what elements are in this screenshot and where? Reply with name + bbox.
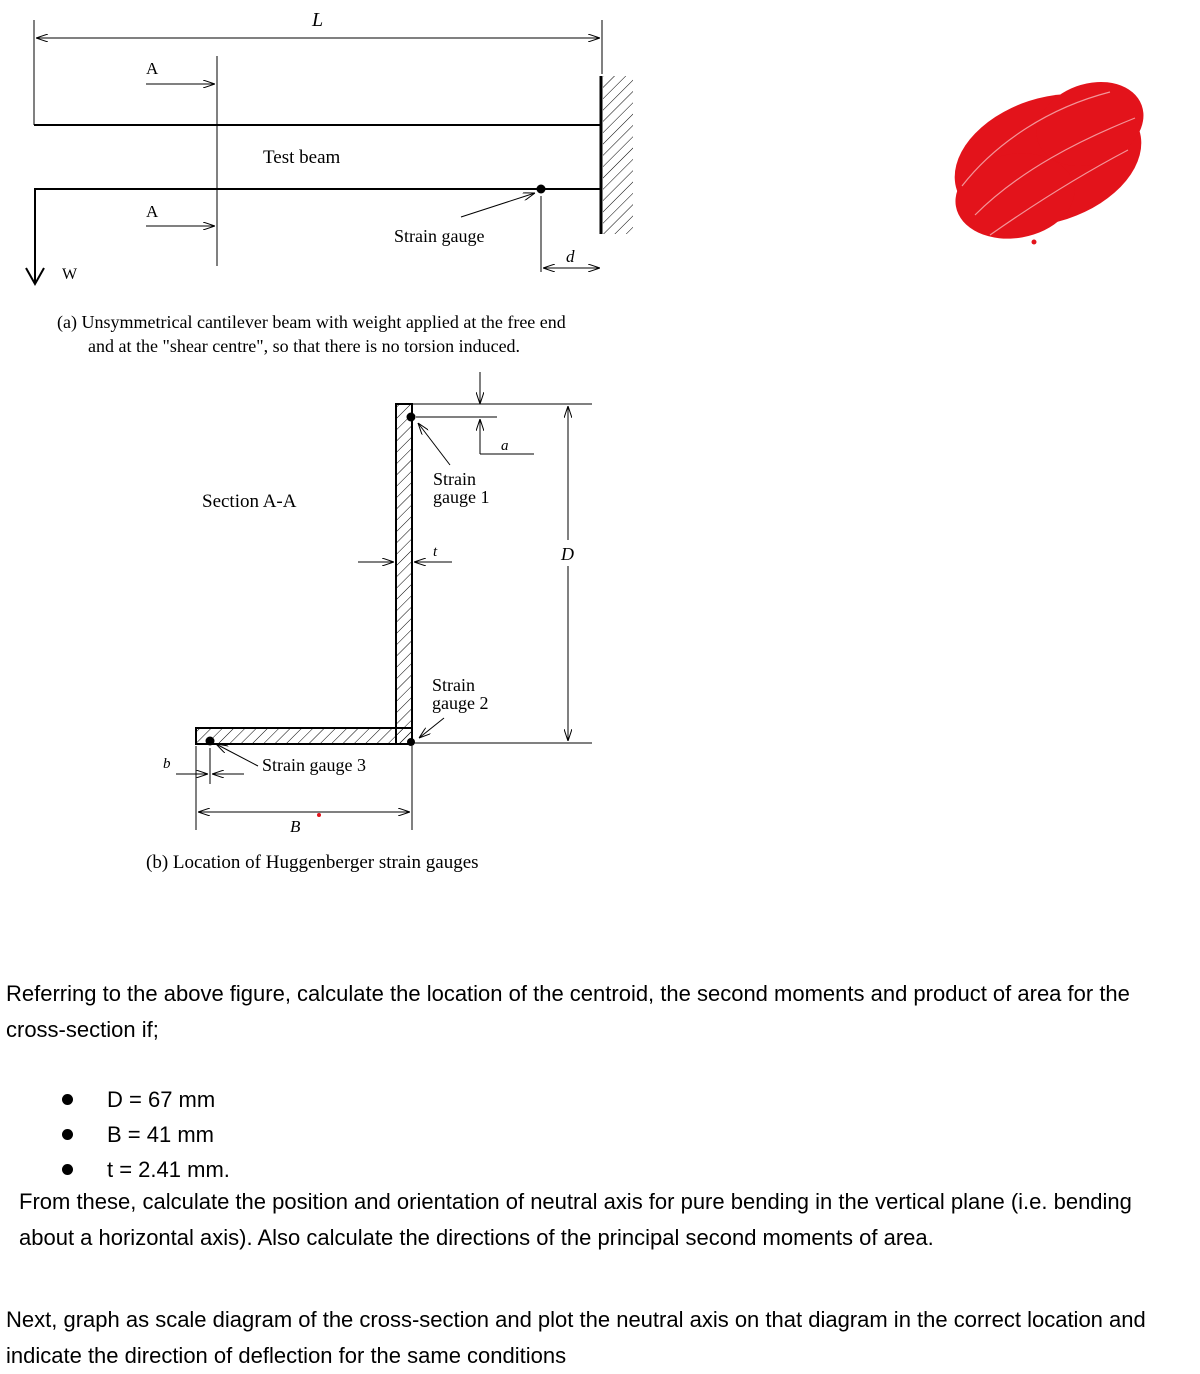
test-beam-label: Test beam: [263, 147, 341, 168]
section-label-bottom: A: [146, 202, 159, 221]
parameter-B: B = 41 mm: [107, 1122, 214, 1147]
red-scribble-mark: [938, 68, 1159, 249]
strain-gauge-3-dot: [206, 737, 215, 746]
question-paragraph-3: Next, graph as scale diagram of the cross-section and plot the neutral axis on that diagram in the correct location and indicate the direction of deflection for the same conditions: [6, 1307, 1146, 1368]
question-paragraph-1: Referring to the above figure, calculate the location of the centroid, the second moments and product of area for the cross-section if;: [6, 981, 1130, 1042]
D-label: D: [561, 544, 574, 564]
length-label: L: [312, 9, 324, 31]
section-label-top: A: [146, 59, 159, 78]
section-aa-label: Section A-A: [202, 491, 297, 512]
bullet-icon: [62, 1129, 73, 1140]
strain-gauge-1-line2: gauge 1: [433, 487, 490, 507]
caption-a-line2: and at the "shear centre", so that there is no torsion induced.: [88, 336, 521, 356]
parameter-D: D = 67 mm: [107, 1087, 216, 1112]
B-label: B: [290, 817, 301, 836]
strain-gauge-2-line2: gauge 2: [432, 693, 489, 713]
strain-gauge-dot: [537, 185, 546, 194]
section-view: [146, 372, 592, 873]
strain-gauge-2-dot: [407, 738, 415, 746]
t-label: t: [433, 544, 438, 560]
question-paragraph-2: From these, calculate the position and orientation of neutral axis for pure bending in the vertical plane (i.e. bending about a horizontal axis). Also calculate the directions of the principal second moments of area.: [19, 1189, 1132, 1250]
d-label: d: [566, 247, 575, 266]
beam-elevation: [26, 9, 633, 356]
list-item: [60, 1117, 230, 1152]
list-item: [60, 1152, 230, 1187]
bullet-icon: [62, 1094, 73, 1105]
caption-a-line1: (a) Unsymmetrical cantilever beam with weight applied at the free end: [57, 312, 566, 332]
caption-b: (b) Location of Huggenberger strain gauges: [146, 852, 479, 873]
wall-hatching: [603, 76, 633, 234]
parameter-list: [60, 1082, 230, 1187]
bullet-icon: [62, 1164, 73, 1175]
strain-gauge-2-line1: Strain: [432, 675, 475, 695]
load-label: W: [62, 266, 78, 283]
section-flange: [196, 728, 412, 744]
parameter-t: t = 2.41 mm.: [107, 1157, 230, 1182]
strain-gauge-1-line1: Strain: [433, 469, 476, 489]
section-web: [396, 404, 412, 744]
strain-gauge-3-label: Strain gauge 3: [262, 755, 366, 775]
list-item: [60, 1082, 230, 1117]
b-label: b: [163, 756, 171, 772]
strain-gauge-1-dot: [407, 413, 416, 422]
strain-gauge-label: Strain gauge: [394, 226, 485, 246]
a-label: a: [501, 438, 509, 454]
